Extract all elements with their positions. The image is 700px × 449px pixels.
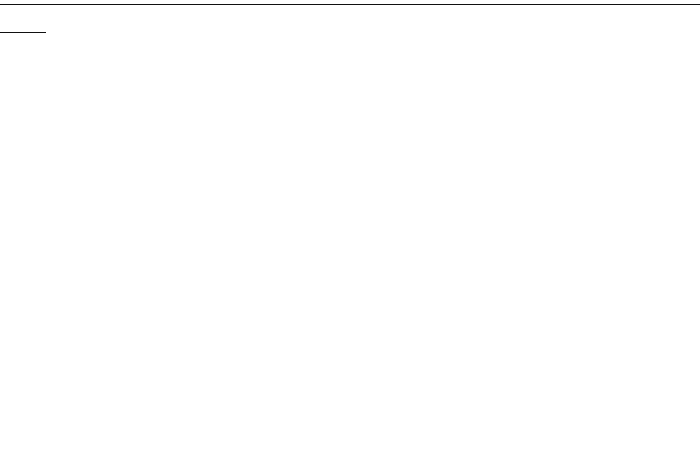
title-row [0,5,700,33]
scatter-factor-table [0,4,700,33]
table-header [0,5,700,33]
depth-column-header [0,5,46,33]
table-title [46,5,700,33]
